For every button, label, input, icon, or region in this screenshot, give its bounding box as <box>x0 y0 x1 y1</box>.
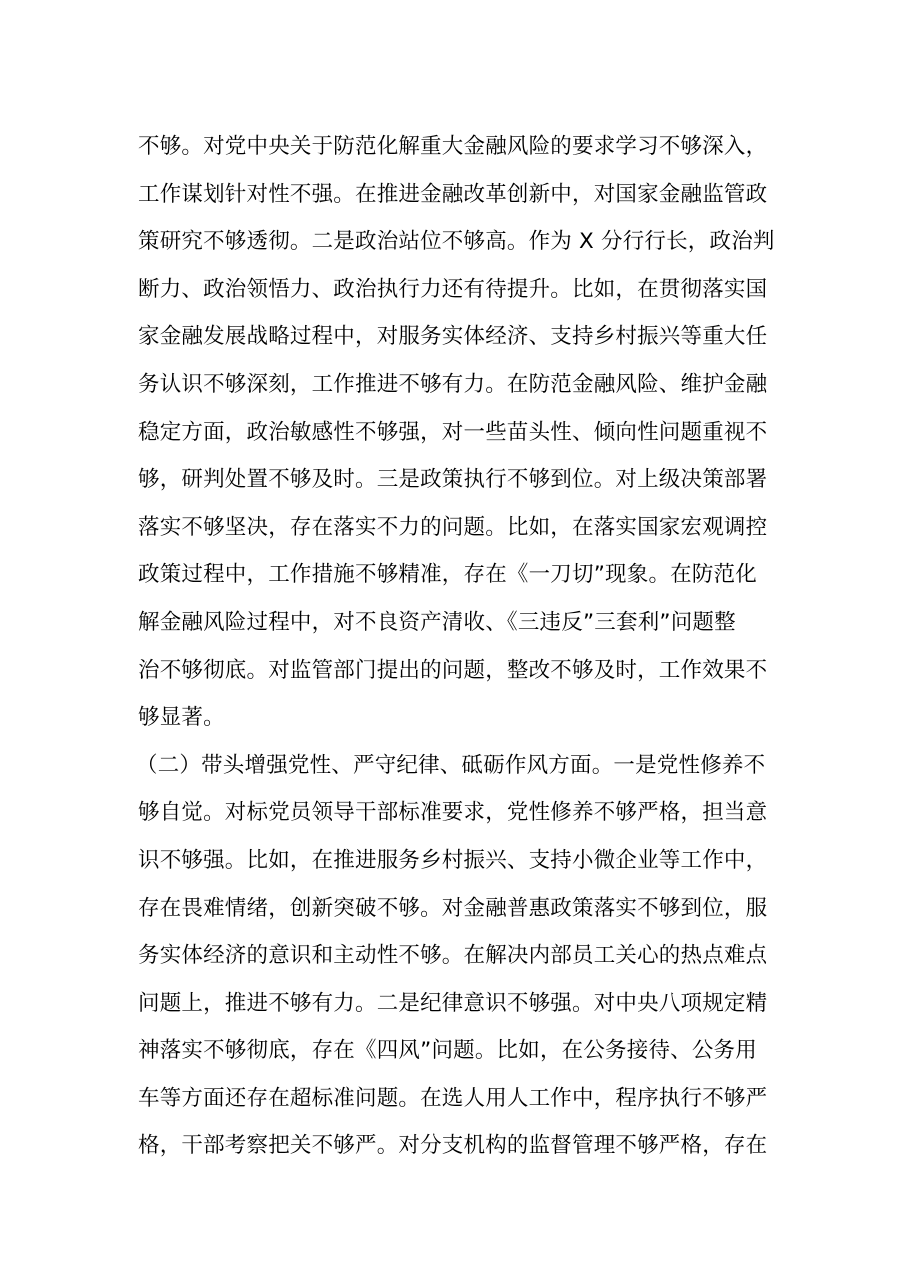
text-line: 政策过程中，工作措施不够精准，存在《一刀切”现象。在防范化 <box>138 562 757 588</box>
text-line: 不够。对党中央关于防范化解重大金融风险的要求学习不够深入， <box>138 134 768 159</box>
text-line: 够自觉。对标党员领导干部标准要求，党性修养不够严格，担当意 <box>138 800 768 826</box>
text-line: 策研究不够透彻。二是政治站位不够高。作为 X 分行行长，政治判 <box>138 229 775 255</box>
text-line: 断力、政治领悟力、政治执行力还有待提升。比如，在贯彻落实国 <box>138 276 768 302</box>
section-heading-line: （二）带头增强党性、严守纪律、砥砺作风方面。一是党性修养不 <box>136 752 766 778</box>
text-line: 稳定方面，政治敏感性不够强，对一些苗头性、倾向性问题重视不 <box>138 419 768 445</box>
text-line: 治不够彻底。对监管部门提出的问题，整改不够及时，工作效果不 <box>138 657 768 683</box>
text-line: 工作谋划针对性不强。在推进金融改革创新中，对国家金融监管政 <box>138 181 768 207</box>
text-line: 格，干部考察把关不够严。对分支机构的监督管理不够严格，存在 <box>138 1133 768 1159</box>
text-line: 够显著。 <box>138 705 225 731</box>
body-text <box>138 123 778 1170</box>
text-line: 解金融风险过程中，对不良资产清收、《三违反”三套利”问题整 <box>138 609 736 635</box>
text-line: 落实不够坚决，存在落实不力的问题。比如，在落实国家宏观调控 <box>138 514 768 540</box>
text-line: 车等方面还存在超标准问题。在选人用人工作中，程序执行不够严 <box>138 1085 768 1111</box>
text-line: 家金融发展战略过程中，对服务实体经济、支持乡村振兴等重大任 <box>138 324 768 350</box>
text-line: 神落实不够彻底，存在《四风”问题。比如，在公务接待、公务用 <box>138 1038 757 1064</box>
text-line: 够，研判处置不够及时。三是政策执行不够到位。对上级决策部署 <box>138 467 768 493</box>
text-line: 识不够强。比如，在推进服务乡村振兴、支持小微企业等工作中， <box>138 847 768 873</box>
text-line: 务实体经济的意识和主动性不够。在解决内部员工关心的热点难点 <box>138 943 768 969</box>
text-line: 问题上，推进不够有力。二是纪律意识不够强。对中央八项规定精 <box>138 990 768 1016</box>
text-line: 务认识不够深刻，工作推进不够有力。在防范金融风险、维护金融 <box>138 371 768 397</box>
text-line: 存在畏难情绪，创新突破不够。对金融普惠政策落实不够到位，服 <box>138 895 768 921</box>
